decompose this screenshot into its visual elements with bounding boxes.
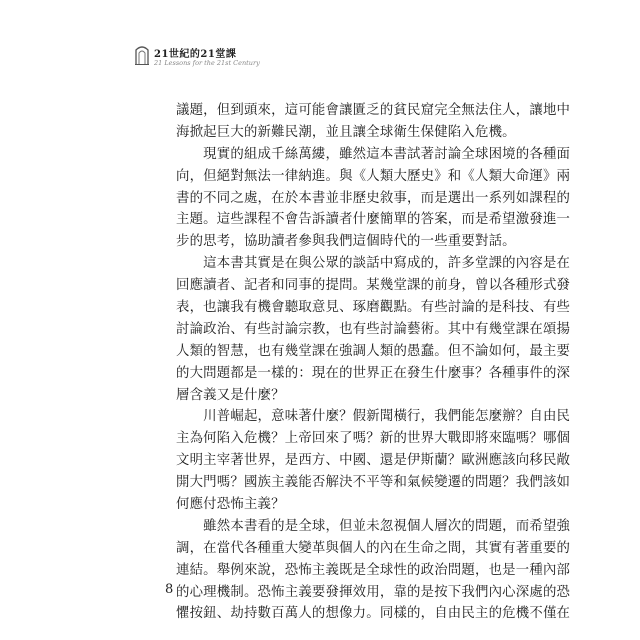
text-line: 懼按鈕、劫持數百萬人的想像力。同樣的，自由民主的危機不僅在 — [176, 606, 571, 622]
paragraph — [176, 253, 571, 406]
book-title: 21世紀的21堂課 — [154, 49, 237, 60]
text-line: 表，也讓我有機會聽取意見、琢磨觀點。有些討論的是科技、有些 — [176, 300, 571, 316]
text-line: 川普崛起，意味著什麼？假新聞橫行，我們能怎麼辦？自由民 — [176, 409, 571, 425]
text-line: 現實的組成千絲萬縷，雖然這本書試著討論全球困境的各種面 — [176, 146, 571, 162]
text-line: 人類的智慧，也有幾堂課在強調人類的愚蠢。但不論如何，最主要 — [176, 343, 571, 359]
text-line: 的大問題都是一樣的：現在的世界正在發生什麼事？各種事件的深 — [176, 365, 571, 381]
page-number: 8 — [165, 582, 174, 597]
text-line: 雖然本書看的是全球，但並未忽視個人層次的問題，而希望強 — [176, 518, 571, 534]
text-line: 連結。舉例來說，恐怖主義既是全球性的政治問題，也是一種內部 — [176, 562, 571, 578]
text-line: 層含義又是什麼？ — [176, 387, 285, 403]
text-line: 步的思考，協助讀者參與我們這個時代的一些重要對話。 — [176, 234, 516, 250]
text-line: 主題。這些課程不會告訴讀者什麼簡單的答案，而是希望激發進一 — [176, 212, 571, 228]
text-line: 何應付恐怖主義？ — [176, 497, 285, 513]
paragraph — [176, 144, 571, 253]
text-line: 向，但絕對無法一律納進。與《人類大歷史》和《人類大命運》兩 — [176, 168, 571, 184]
text-line: 的心理機制。恐怖主義要發揮效用，靠的是按下我們內心深處的恐 — [176, 584, 571, 600]
text-line: 海掀起巨大的新難民潮，並且讓全球衛生保健陷入危機。 — [176, 124, 516, 140]
book-subtitle: 21 Lessons for the 21st Century — [154, 59, 260, 67]
body-text — [176, 100, 571, 625]
text-line: 調，在當代各種重大變革與個人的內在生命之間，其實有著重要的 — [176, 540, 571, 556]
book-logo-icon — [134, 44, 150, 66]
text-line: 開大門嗎？國族主義能否解決不平等和氣候變遷的問題？我們該如 — [176, 475, 571, 491]
text-line: 這本書其實是在與公眾的談話中寫成的，許多堂課的內容是在 — [176, 256, 571, 272]
text-line: 文明主宰著世界，是西方、中國、還是伊斯蘭？歐洲應該向移民敞 — [176, 453, 571, 469]
paragraph — [176, 100, 571, 144]
text-line: 討論政治、有些討論宗教，也有些討論藝術。其中有幾堂課在頌揚 — [176, 321, 571, 337]
text-line: 主為何陷入危機？上帝回來了嗎？新的世界大戰即將來臨嗎？哪個 — [176, 431, 571, 447]
text-line: 書的不同之處，在於本書並非歷史敘事，而是選出一系列如課程的 — [176, 190, 571, 206]
text-line: 議題，但到頭來，這可能會讓匱乏的貧民窟完全無法住人，讓地中 — [176, 103, 571, 118]
paragraph — [176, 406, 571, 515]
paragraph — [176, 516, 571, 625]
text-line: 回應讀者、記者和同事的提問。某幾堂課的前身，曾以各種形式發 — [176, 278, 571, 294]
